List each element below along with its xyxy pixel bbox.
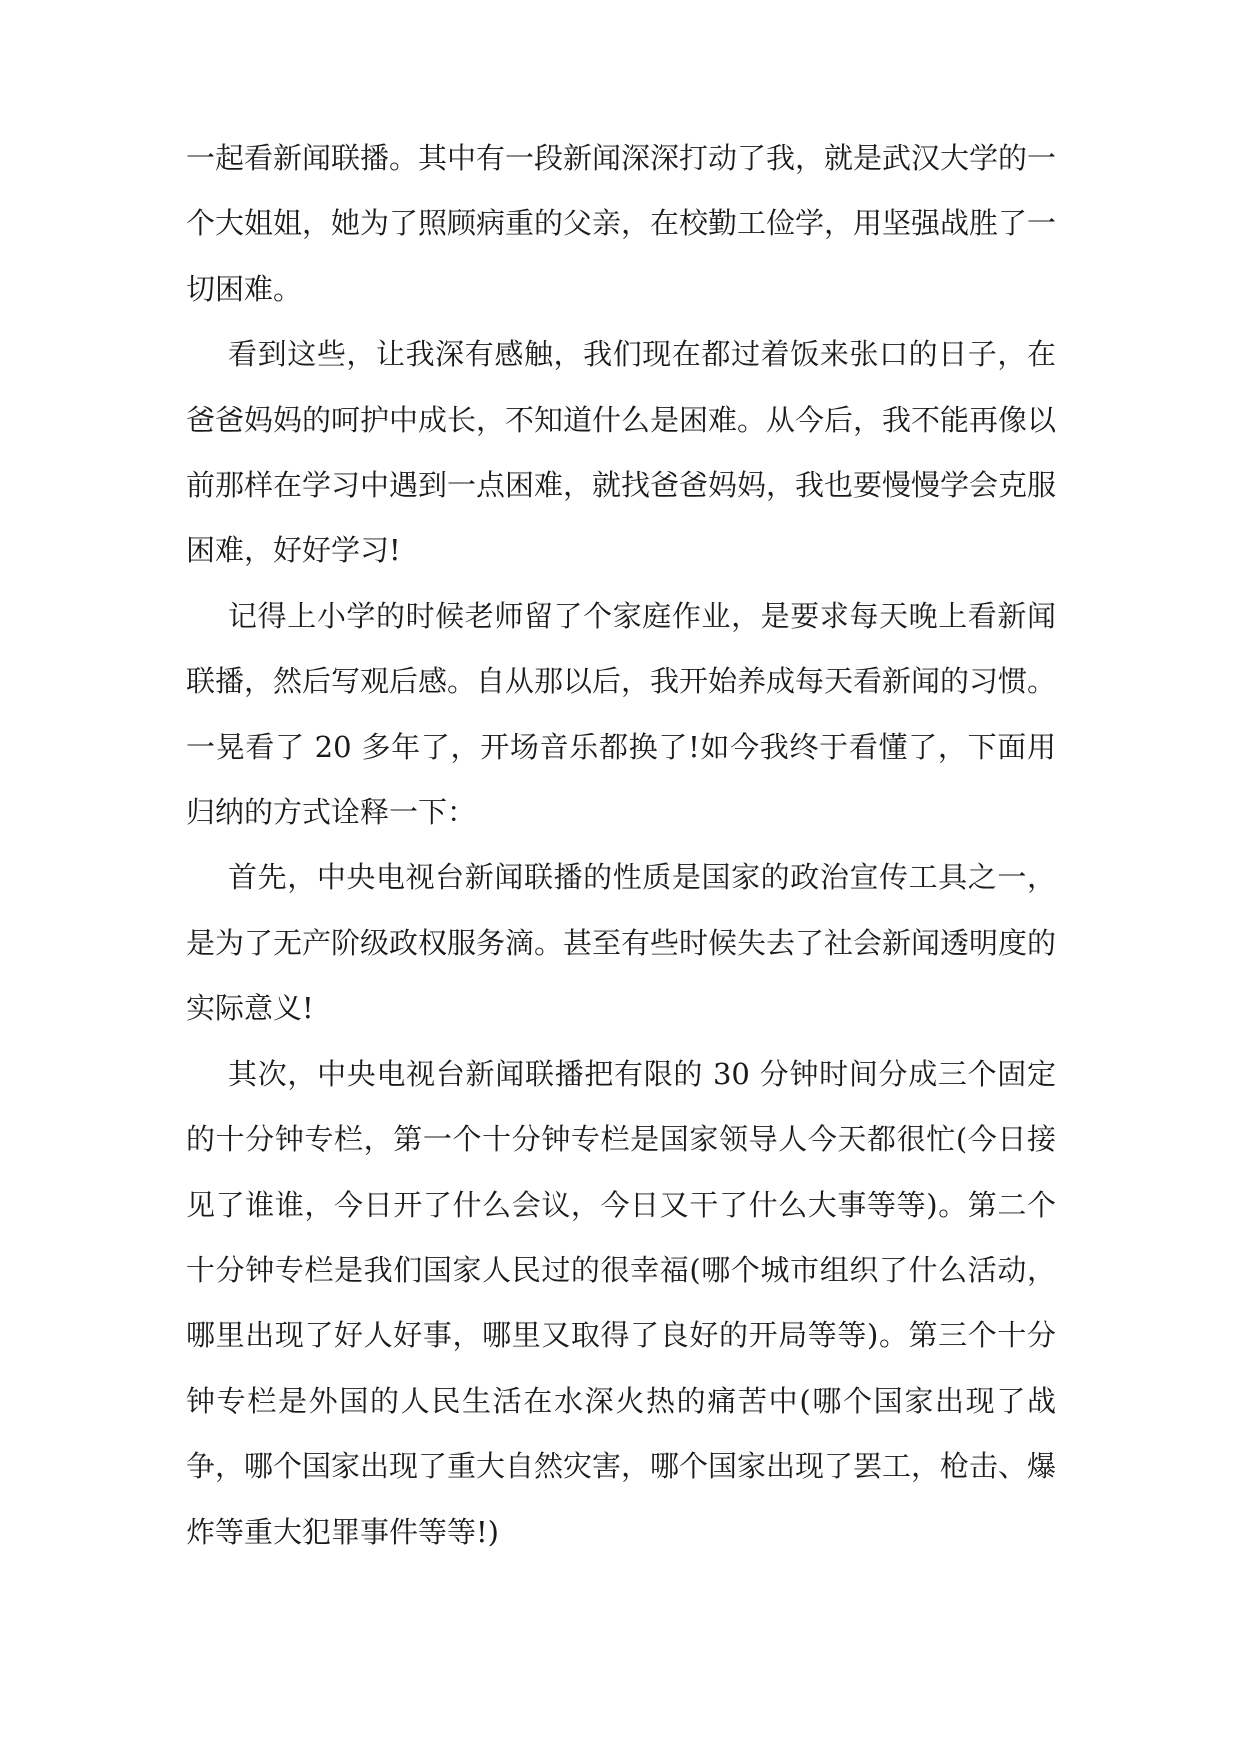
paragraph-3: 记得上小学的时候老师留了个家庭作业，是要求每天晚上看新闻联播，然后写观后感。自从那以后，我开始养成每天看新闻的习惯。一晃看了 20 多年了，开场音乐都换了!如今我终于看懂了，下面用归纳的方式诠释一下：	[186, 598, 1057, 830]
paragraph-1: 一起看新闻联播。其中有一段新闻深深打动了我，就是武汉大学的一个大姐姐，她为了照顾病重的父亲，在校勤工俭学，用坚强战胜了一切困难。	[186, 141, 1057, 306]
paragraph-2: 看到这些，让我深有感触，我们现在都过着饭来张口的日子，在爸爸妈妈的呵护中成长，不知道什么是困难。从今后，我不能再像以前那样在学习中遇到一点困难，就找爸爸妈妈，我也要慢慢学会克服困难，好好学习!	[186, 337, 1057, 568]
document-body	[186, 126, 1056, 1565]
paragraph-4: 首先，中央电视台新闻联播的性质是国家的政治宣传工具之一，是为了无产阶级政权服务滴。甚至有些时候失去了社会新闻透明度的实际意义!	[186, 860, 1057, 1026]
paragraph-5: 其次，中央电视台新闻联播把有限的 30 分钟时间分成三个固定的十分钟专栏，第一个十分钟专栏是国家领导人今天都很忙(今日接见了谁谁，今日开了什么会议，今日又干了什么大事等等)。第二个十分钟专栏是我们国家人民过的很幸福(哪个城市组织了什么活动，哪里出现了好人好事，哪里又取得了良好的开局等等)。第三个十分钟专栏是外国的人民生活在水深火热的痛苦中(哪个国家出现了战争，哪个国家出现了重大自然灾害，哪个国家出现了罢工，枪击、爆炸等重大犯罪事件等等!)	[186, 1056, 1057, 1549]
